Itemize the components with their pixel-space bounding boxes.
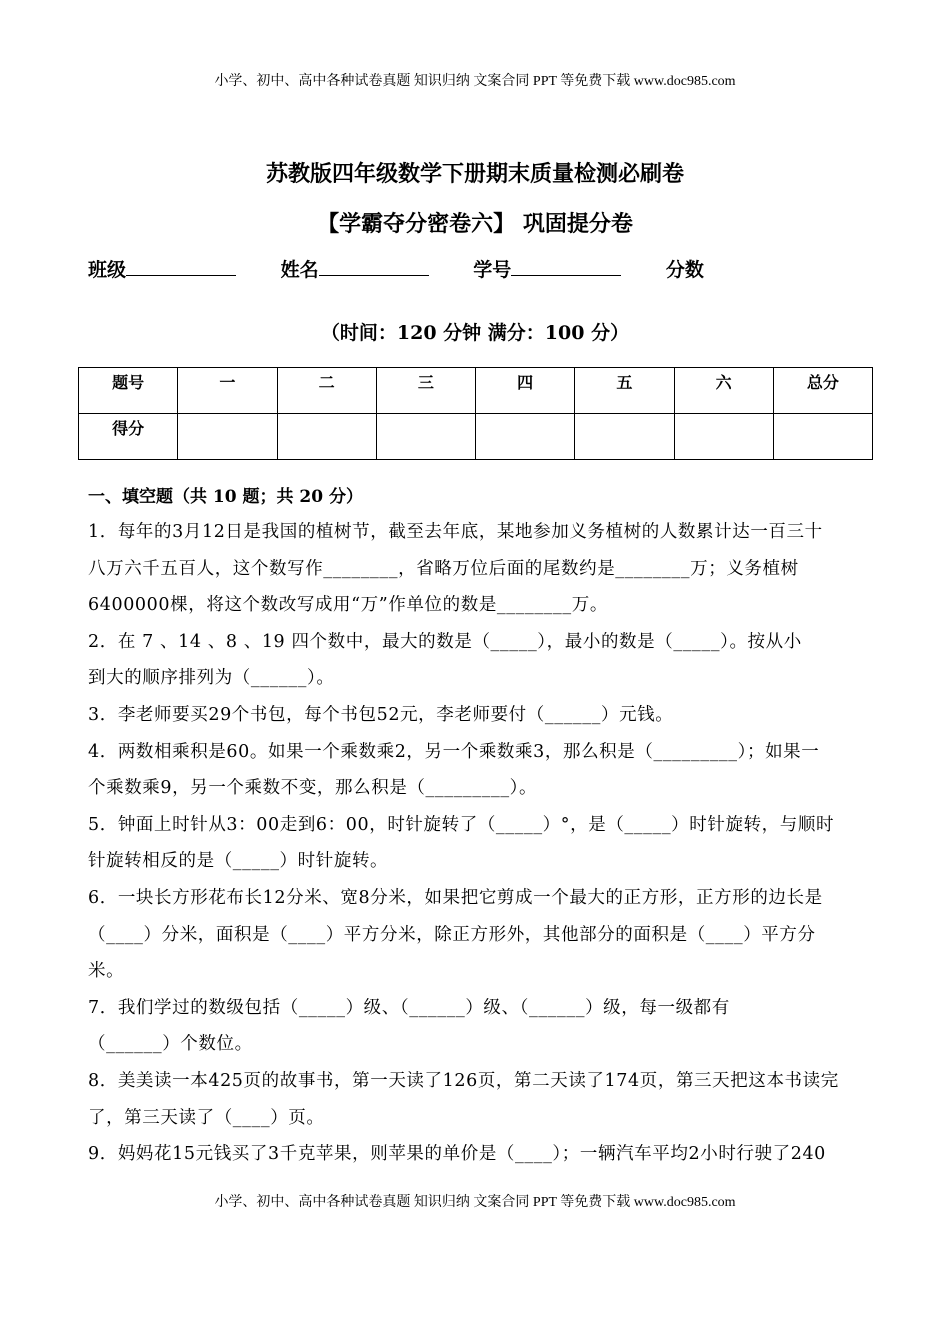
score-table-score-row	[79, 414, 873, 460]
question-line: 个乘数乘9，另一个乘数不变，那么积是（_________）。	[88, 778, 538, 799]
question-line: 5．钟面上时针从3：00走到6：00，时针旋转了（_____）°，是（_____）时针旋转，与顺时	[88, 814, 835, 835]
name-label: 姓名	[280, 259, 319, 281]
question-line: 9．妈妈花15元钱买了3千克苹果，则苹果的单价是（____）；一辆汽车平均2小时行驶了240	[88, 1144, 826, 1165]
table-cell	[178, 414, 277, 460]
time-line: （时间：120 分钟 满分：100 分）	[320, 322, 630, 344]
score-label: 分数	[665, 259, 704, 281]
question-line: 到大的顺序排列为（______）。	[88, 668, 335, 689]
table-cell: 五	[575, 368, 674, 414]
question-line: 3．李老师要买29个书包，每个书包52元，李老师要付（______）元钱。	[88, 705, 674, 725]
table-cell	[773, 414, 872, 460]
table-cell: 四	[476, 368, 575, 414]
question-line: 2．在 7 、14 、8 、19 四个数中，最大的数是（_____），最小的数是（_____）。按从小	[88, 631, 802, 652]
table-cell	[277, 414, 376, 460]
name-blank	[319, 257, 429, 276]
page-header: 小学、初中、高中各种试卷真题 知识归纳 文案合同 PPT 等免费下载 www.doc985.com	[214, 74, 736, 89]
section-heading: 一、填空题（共 10 题；共 20 分）	[88, 487, 363, 507]
table-cell	[476, 414, 575, 460]
question-line: 4．两数相乘积是60。如果一个乘数乘2，另一个乘数乘3，那么积是（_________）；如果一	[88, 741, 820, 762]
class-label: 班级	[88, 259, 127, 281]
question-line: 6．一块长方形花布长12分米、宽8分米，如果把它剪成一个最大的正方形，正方形的边长是	[88, 888, 823, 908]
question-line: 米。	[88, 961, 125, 982]
score-table	[78, 367, 873, 460]
number-label: 学号	[473, 259, 512, 281]
table-cell: 总分	[773, 368, 872, 414]
table-cell	[376, 414, 475, 460]
table-cell: 得分	[79, 414, 178, 460]
table-cell	[575, 414, 674, 460]
question-line: 7．我们学过的数级包括（_____）级、（______）级、（______）级，每一级都有	[88, 997, 730, 1018]
question-line: 8．美美读一本425页的故事书，第一天读了126页，第二天读了174页，第三天把这本书读完	[88, 1071, 839, 1091]
table-cell: 六	[674, 368, 773, 414]
table-cell: 二	[277, 368, 376, 414]
question-line: 1．每年的3月12日是我国的植树节，截至去年底，某地参加义务植树的人数累计达一百三十	[88, 522, 823, 542]
question-line: 针旋转相反的是（_____）时针旋转。	[88, 851, 389, 872]
table-cell	[674, 414, 773, 460]
question-line: （____）分米，面积是（____）平方分米，除正方形外，其他部分的面积是（____）平方分	[88, 924, 816, 945]
table-cell: 三	[376, 368, 475, 414]
page-footer: 小学、初中、高中各种试卷真题 知识归纳 文案合同 PPT 等免费下载 www.doc985.com	[214, 1195, 736, 1210]
exam-title: 苏教版四年级数学下册期末质量检测必刷卷	[265, 161, 684, 187]
table-cell: 一	[178, 368, 277, 414]
class-blank	[126, 257, 236, 276]
score-table-header-row	[79, 368, 873, 414]
exam-subtitle: 【学霸夺分密卷六】 巩固提分卷	[317, 211, 633, 237]
question-line: 了，第三天读了（____）页。	[88, 1107, 325, 1128]
question-line: 6400000棵，将这个数改写成用“万”作单位的数是________万。	[88, 595, 608, 616]
number-blank	[511, 257, 621, 276]
question-line: （______）个数位。	[88, 1034, 253, 1055]
table-cell: 题号	[79, 368, 178, 414]
question-line: 八万六千五百人，这个数写作________，省略万位后面的尾数约是________万；义务植树	[88, 558, 799, 579]
student-info	[88, 255, 704, 282]
